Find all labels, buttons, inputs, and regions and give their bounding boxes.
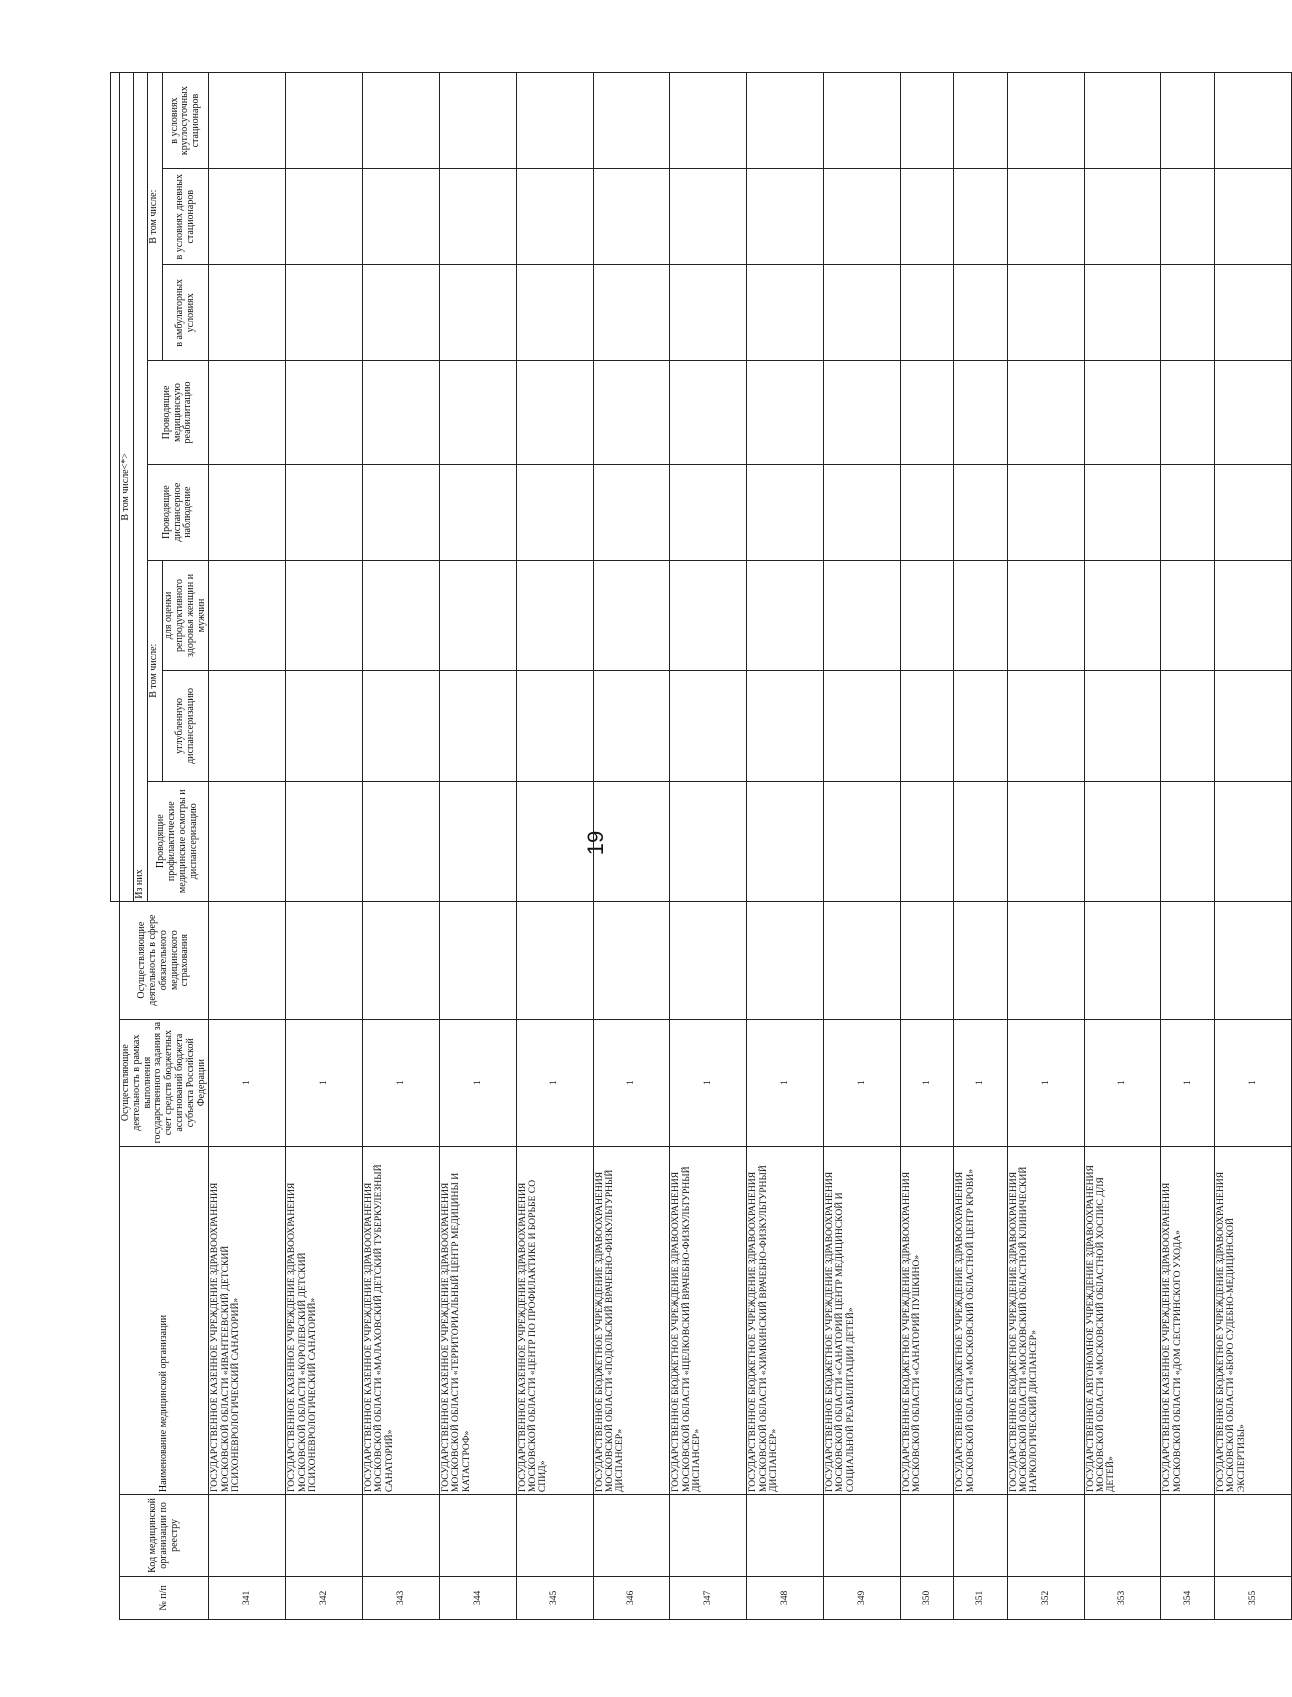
cell-ambulatory (670, 265, 747, 361)
cell-ambulatory (747, 265, 824, 361)
cell-round-hosp (209, 73, 286, 169)
cell-budget: 1 (1161, 1019, 1214, 1146)
cell-deep (209, 671, 286, 781)
cell-name: ГОСУДАРСТВЕННОЕ БЮДЖЕТНОЕ УЧРЕЖДЕНИЕ ЗДРАВООХРАНЕНИЯ МОСКОВСКОЙ ОБЛАСТИ «БЮРО СУДЕБНО-МЕДИЦИНСКОЙ ЭКСПЕРТИЗЫ» (1214, 1146, 1291, 1494)
header-round-hosp: в условиях круглосуточных стационаров (163, 73, 209, 169)
cell-dispensary (1214, 464, 1291, 560)
header-in-that: В том числе<*> (120, 73, 134, 902)
header-repro: для оценки репродуктивного здоровья женщин и мужчин (163, 560, 209, 670)
table-row (954, 73, 1007, 1620)
cell-num: 354 (1161, 1576, 1214, 1619)
cell-budget: 1 (439, 1019, 516, 1146)
cell-rehab (286, 361, 363, 464)
cell-repro (1007, 560, 1084, 670)
table-row (516, 73, 593, 1620)
cell-code (363, 1495, 440, 1577)
cell-name: ГОСУДАРСТВЕННОЕ БЮДЖЕТНОЕ УЧРЕЖДЕНИЕ ЗДРАВООХРАНЕНИЯ МОСКОВСКОЙ ОБЛАСТИ «МОСКОВСКИЙ ОБЛАСТНОЙ КЛИНИЧЕСКИЙ НАРКОЛОГИЧЕСКИЙ ДИСПАНСЕР» (1007, 1146, 1084, 1494)
cell-budget: 1 (670, 1019, 747, 1146)
cell-repro (516, 560, 593, 670)
header-name: Наименование медицинской организации (120, 1146, 209, 1494)
cell-budget: 1 (1214, 1019, 1291, 1146)
cell-oms (209, 901, 286, 1019)
cell-deep (1007, 671, 1084, 781)
cell-code (1007, 1495, 1084, 1577)
cell-num: 346 (593, 1576, 670, 1619)
header-ambulatory: в амбулаторных условиях (163, 265, 209, 361)
cell-round-hosp (1161, 73, 1214, 169)
cell-budget: 1 (900, 1019, 953, 1146)
header-oms: Осуществляющие деятельность в сфере обязательного медицинского страхования (120, 901, 209, 1019)
cell-dispensary (900, 464, 953, 560)
cell-prophylactic (1161, 781, 1214, 901)
cell-budget: 1 (1007, 1019, 1084, 1146)
cell-budget: 1 (286, 1019, 363, 1146)
cell-repro (670, 560, 747, 670)
cell-day-hosp (900, 169, 953, 265)
cell-rehab (593, 361, 670, 464)
cell-prophylactic (593, 781, 670, 901)
cell-repro (363, 560, 440, 670)
cell-ambulatory (954, 265, 1007, 361)
cell-round-hosp (1007, 73, 1084, 169)
cell-name: ГОСУДАРСТВЕННОЕ БЮДЖЕТНОЕ УЧРЕЖДЕНИЕ ЗДРАВООХРАНЕНИЯ МОСКОВСКОЙ ОБЛАСТИ «САНАТОРИЙ ПУШКИНО» (900, 1146, 953, 1494)
cell-dispensary (1161, 464, 1214, 560)
cell-ambulatory (286, 265, 363, 361)
cell-code (209, 1495, 286, 1577)
cell-num: 341 (209, 1576, 286, 1619)
header-day-hosp: в условиях дневных стационаров (163, 169, 209, 265)
table-body (209, 73, 1291, 1620)
cell-rehab (1007, 361, 1084, 464)
cell-ambulatory (900, 265, 953, 361)
cell-oms (286, 901, 363, 1019)
cell-ambulatory (516, 265, 593, 361)
cell-deep (363, 671, 440, 781)
cell-deep (954, 671, 1007, 781)
cell-day-hosp (954, 169, 1007, 265)
table-row (363, 73, 440, 1620)
cell-num: 352 (1007, 1576, 1084, 1619)
cell-repro (286, 560, 363, 670)
cell-oms (516, 901, 593, 1019)
header-spacer (111, 901, 120, 1619)
cell-code (747, 1495, 824, 1577)
cell-rehab (1161, 361, 1214, 464)
table-row (286, 73, 363, 1620)
cell-dispensary (209, 464, 286, 560)
cell-ambulatory (1161, 265, 1214, 361)
cell-code (516, 1495, 593, 1577)
header-prophylactic: Проводящие профилактические медицинские осмотры и диспансеризацию (147, 781, 209, 901)
cell-round-hosp (439, 73, 516, 169)
cell-dispensary (670, 464, 747, 560)
cell-round-hosp (363, 73, 440, 169)
cell-budget: 1 (1084, 1019, 1161, 1146)
cell-ambulatory (363, 265, 440, 361)
cell-oms (363, 901, 440, 1019)
cell-repro (1084, 560, 1161, 670)
cell-prophylactic (747, 781, 824, 901)
cell-rehab (439, 361, 516, 464)
cell-day-hosp (516, 169, 593, 265)
cell-prophylactic (363, 781, 440, 901)
cell-round-hosp (1084, 73, 1161, 169)
cell-repro (747, 560, 824, 670)
cell-rehab (1214, 361, 1291, 464)
cell-num: 351 (954, 1576, 1007, 1619)
cell-prophylactic (1007, 781, 1084, 901)
table-row (1084, 73, 1161, 1620)
cell-round-hosp (1214, 73, 1291, 169)
cell-day-hosp (286, 169, 363, 265)
cell-name: ГОСУДАРСТВЕННОЕ БЮДЖЕТНОЕ УЧРЕЖДЕНИЕ ЗДРАВООХРАНЕНИЯ МОСКОВСКОЙ ОБЛАСТИ «ХИМКИНСКИЙ ВРАЧЕБНО-ФИЗКУЛЬТУРНЫЙ ДИСПАНСЕР» (747, 1146, 824, 1494)
cell-num: 355 (1214, 1576, 1291, 1619)
cell-round-hosp (670, 73, 747, 169)
cell-day-hosp (363, 169, 440, 265)
cell-code (1161, 1495, 1214, 1577)
cell-day-hosp (670, 169, 747, 265)
cell-dispensary (1084, 464, 1161, 560)
cell-dispensary (824, 464, 901, 560)
cell-dispensary (516, 464, 593, 560)
cell-deep (286, 671, 363, 781)
cell-round-hosp (286, 73, 363, 169)
cell-budget: 1 (593, 1019, 670, 1146)
cell-round-hosp (900, 73, 953, 169)
cell-repro (1214, 560, 1291, 670)
cell-rehab (824, 361, 901, 464)
cell-round-hosp (747, 73, 824, 169)
cell-num: 342 (286, 1576, 363, 1619)
header-of-them: Из них (133, 73, 147, 902)
cell-oms (1161, 901, 1214, 1019)
cell-prophylactic (1214, 781, 1291, 901)
cell-budget: 1 (954, 1019, 1007, 1146)
header-deep: углубленную диспансеризацию (163, 671, 209, 781)
cell-day-hosp (747, 169, 824, 265)
cell-rehab (209, 361, 286, 464)
cell-prophylactic (516, 781, 593, 901)
cell-deep (439, 671, 516, 781)
header-incl-2: В том числе: (147, 73, 163, 361)
cell-code (1214, 1495, 1291, 1577)
cell-name: ГОСУДАРСТВЕННОЕ КАЗЕННОЕ УЧРЕЖДЕНИЕ ЗДРАВООХРАНЕНИЯ МОСКОВСКОЙ ОБЛАСТИ «ИВАНТЕЕВСКИЙ ДЕТСКИЙ ПСИХОНЕВРОЛОГИЧЕСКИЙ САНАТОРИЙ» (209, 1146, 286, 1494)
cell-oms (670, 901, 747, 1019)
cell-round-hosp (516, 73, 593, 169)
cell-day-hosp (1161, 169, 1214, 265)
cell-round-hosp (593, 73, 670, 169)
cell-oms (824, 901, 901, 1019)
cell-code (954, 1495, 1007, 1577)
cell-code (670, 1495, 747, 1577)
cell-num: 349 (824, 1576, 901, 1619)
cell-code (439, 1495, 516, 1577)
cell-deep (1214, 671, 1291, 781)
cell-prophylactic (286, 781, 363, 901)
cell-deep (1161, 671, 1214, 781)
cell-dispensary (954, 464, 1007, 560)
cell-name: ГОСУДАРСТВЕННОЕ АВТОНОМНОЕ УЧРЕЖДЕНИЕ ЗДРАВООХРАНЕНИЯ МОСКОВСКОЙ ОБЛАСТИ «МОСКОВСКИЙ ОБЛАСТНОЙ ХОСПИС ДЛЯ ДЕТЕЙ» (1084, 1146, 1161, 1494)
cell-prophylactic (670, 781, 747, 901)
cell-dispensary (439, 464, 516, 560)
cell-dispensary (363, 464, 440, 560)
cell-code (286, 1495, 363, 1577)
cell-dispensary (593, 464, 670, 560)
cell-rehab (954, 361, 1007, 464)
cell-num: 344 (439, 1576, 516, 1619)
table-row (439, 73, 516, 1620)
header-incl-1: В том числе: (147, 560, 163, 781)
cell-prophylactic (900, 781, 953, 901)
cell-dispensary (286, 464, 363, 560)
cell-budget: 1 (747, 1019, 824, 1146)
cell-deep (516, 671, 593, 781)
cell-round-hosp (954, 73, 1007, 169)
cell-code (1084, 1495, 1161, 1577)
cell-num: 343 (363, 1576, 440, 1619)
header-top-strip (111, 73, 120, 902)
cell-repro (824, 560, 901, 670)
cell-num: 347 (670, 1576, 747, 1619)
cell-rehab (1084, 361, 1161, 464)
cell-prophylactic (954, 781, 1007, 901)
cell-repro (593, 560, 670, 670)
cell-oms (593, 901, 670, 1019)
cell-oms (747, 901, 824, 1019)
cell-repro (209, 560, 286, 670)
cell-rehab (747, 361, 824, 464)
cell-ambulatory (1007, 265, 1084, 361)
table-container (110, 72, 1290, 1620)
cell-name: ГОСУДАРСТВЕННОЕ КАЗЕННОЕ УЧРЕЖДЕНИЕ ЗДРАВООХРАНЕНИЯ МОСКОВСКОЙ ОБЛАСТИ «ЦЕНТР ПО ПРОФИЛАКТИКЕ И БОРЬБЕ СО СПИД» (516, 1146, 593, 1494)
cell-rehab (516, 361, 593, 464)
cell-day-hosp (593, 169, 670, 265)
cell-name: ГОСУДАРСТВЕННОЕ БЮДЖЕТНОЕ УЧРЕЖДЕНИЕ ЗДРАВООХРАНЕНИЯ МОСКОВСКОЙ ОБЛАСТИ «САНАТОРИЙ ЦЕНТР МЕДИЦИНСКОЙ И СОЦИАЛЬНОЙ РЕАБИЛИТАЦИИ ДЕТЕЙ» (824, 1146, 901, 1494)
table-header (111, 73, 209, 1620)
cell-oms (1007, 901, 1084, 1019)
cell-oms (900, 901, 953, 1019)
cell-day-hosp (439, 169, 516, 265)
cell-name: ГОСУДАРСТВЕННОЕ КАЗЕННОЕ УЧРЕЖДЕНИЕ ЗДРАВООХРАНЕНИЯ МОСКОВСКОЙ ОБЛАСТИ «ДОМ СЕСТРИНСКОГО УХОДА» (1161, 1146, 1214, 1494)
cell-deep (824, 671, 901, 781)
cell-num: 348 (747, 1576, 824, 1619)
cell-repro (439, 560, 516, 670)
table-row (824, 73, 901, 1620)
cell-day-hosp (209, 169, 286, 265)
cell-code (824, 1495, 901, 1577)
cell-name: ГОСУДАРСТВЕННОЕ КАЗЕННОЕ УЧРЕЖДЕНИЕ ЗДРАВООХРАНЕНИЯ МОСКОВСКОЙ ОБЛАСТИ «КОРОЛЕВСКИЙ ДЕТСКИЙ ПСИХОНЕВРОЛОГИЧЕСКИЙ САНАТОРИЙ» (286, 1146, 363, 1494)
cell-name: ГОСУДАРСТВЕННОЕ КАЗЕННОЕ УЧРЕЖДЕНИЕ ЗДРАВООХРАНЕНИЯ МОСКОВСКОЙ ОБЛАСТИ «ТЕРРИТОРИАЛЬНЫЙ ЦЕНТР МЕДИЦИНЫ И КАТАСТРОФ» (439, 1146, 516, 1494)
cell-num: 345 (516, 1576, 593, 1619)
table-row (1007, 73, 1084, 1620)
cell-budget: 1 (363, 1019, 440, 1146)
cell-round-hosp (824, 73, 901, 169)
cell-ambulatory (1214, 265, 1291, 361)
cell-deep (747, 671, 824, 781)
cell-rehab (363, 361, 440, 464)
header-code: Код медицинской организации по реестру (120, 1495, 209, 1577)
cell-num: 353 (1084, 1576, 1161, 1619)
cell-day-hosp (1084, 169, 1161, 265)
cell-deep (1084, 671, 1161, 781)
cell-oms (439, 901, 516, 1019)
medical-organizations-table (110, 72, 1292, 1620)
cell-deep (900, 671, 953, 781)
cell-name: ГОСУДАРСТВЕННОЕ БЮДЖЕТНОЕ УЧРЕЖДЕНИЕ ЗДРАВООХРАНЕНИЯ МОСКОВСКОЙ ОБЛАСТИ «ПОДОЛЬСКИЙ ВРАЧЕБНО-ФИЗКУЛЬТУРНЫЙ ДИСПАНСЕР» (593, 1146, 670, 1494)
cell-oms (1084, 901, 1161, 1019)
cell-rehab (900, 361, 953, 464)
cell-ambulatory (439, 265, 516, 361)
cell-code (900, 1495, 953, 1577)
header-dispensary: Проводящие диспансерное наблюдение (147, 464, 209, 560)
table-row (1161, 73, 1214, 1620)
cell-repro (1161, 560, 1214, 670)
page-number: 19 (583, 830, 608, 856)
cell-name: ГОСУДАРСТВЕННОЕ БЮДЖЕТНОЕ УЧРЕЖДЕНИЕ ЗДРАВООХРАНЕНИЯ МОСКОВСКОЙ ОБЛАСТИ «ЩЕЛКОВСКИЙ ВРАЧЕБНО-ФИЗКУЛЬТУРНЫЙ ДИСПАНСЕР» (670, 1146, 747, 1494)
header-num: № п/п (120, 1576, 209, 1619)
cell-name: ГОСУДАРСТВЕННОЕ КАЗЕННОЕ УЧРЕЖДЕНИЕ ЗДРАВООХРАНЕНИЯ МОСКОВСКОЙ ОБЛАСТИ «МАЛАХОВСКИЙ ДЕТСКИЙ ТУБЕРКУЛЕЗНЫЙ САНАТОРИЙ» (363, 1146, 440, 1494)
cell-deep (593, 671, 670, 781)
cell-name: ГОСУДАРСТВЕННОЕ БЮДЖЕТНОЕ УЧРЕЖДЕНИЕ ЗДРАВООХРАНЕНИЯ МОСКОВСКОЙ ОБЛАСТИ «МОСКОВСКИЙ ОБЛАСТНОЙ ЦЕНТР КРОВИ» (954, 1146, 1007, 1494)
cell-budget: 1 (824, 1019, 901, 1146)
cell-repro (954, 560, 1007, 670)
cell-code (593, 1495, 670, 1577)
cell-budget: 1 (209, 1019, 286, 1146)
cell-prophylactic (824, 781, 901, 901)
cell-ambulatory (824, 265, 901, 361)
cell-rehab (670, 361, 747, 464)
header-rehab: Проводящие медицинскую реабилитацию (147, 361, 209, 464)
cell-repro (900, 560, 953, 670)
table-row (670, 73, 747, 1620)
table-row (900, 73, 953, 1620)
cell-ambulatory (1084, 265, 1161, 361)
cell-prophylactic (1084, 781, 1161, 901)
cell-prophylactic (439, 781, 516, 901)
cell-dispensary (1007, 464, 1084, 560)
cell-budget: 1 (516, 1019, 593, 1146)
cell-ambulatory (593, 265, 670, 361)
cell-day-hosp (1214, 169, 1291, 265)
cell-ambulatory (209, 265, 286, 361)
cell-day-hosp (824, 169, 901, 265)
cell-oms (954, 901, 1007, 1019)
header-budget: Осуществляющие деятельность в рамках выполнения государственного задания за счет средств бюджетных ассигнований бюджета субъекта Российской Федерации (120, 1019, 209, 1146)
table-row (1214, 73, 1291, 1620)
table-row (209, 73, 286, 1620)
cell-num: 350 (900, 1576, 953, 1619)
cell-oms (1214, 901, 1291, 1019)
cell-dispensary (747, 464, 824, 560)
cell-deep (670, 671, 747, 781)
table-row (593, 73, 670, 1620)
cell-prophylactic (209, 781, 286, 901)
table-row (747, 73, 824, 1620)
cell-day-hosp (1007, 169, 1084, 265)
